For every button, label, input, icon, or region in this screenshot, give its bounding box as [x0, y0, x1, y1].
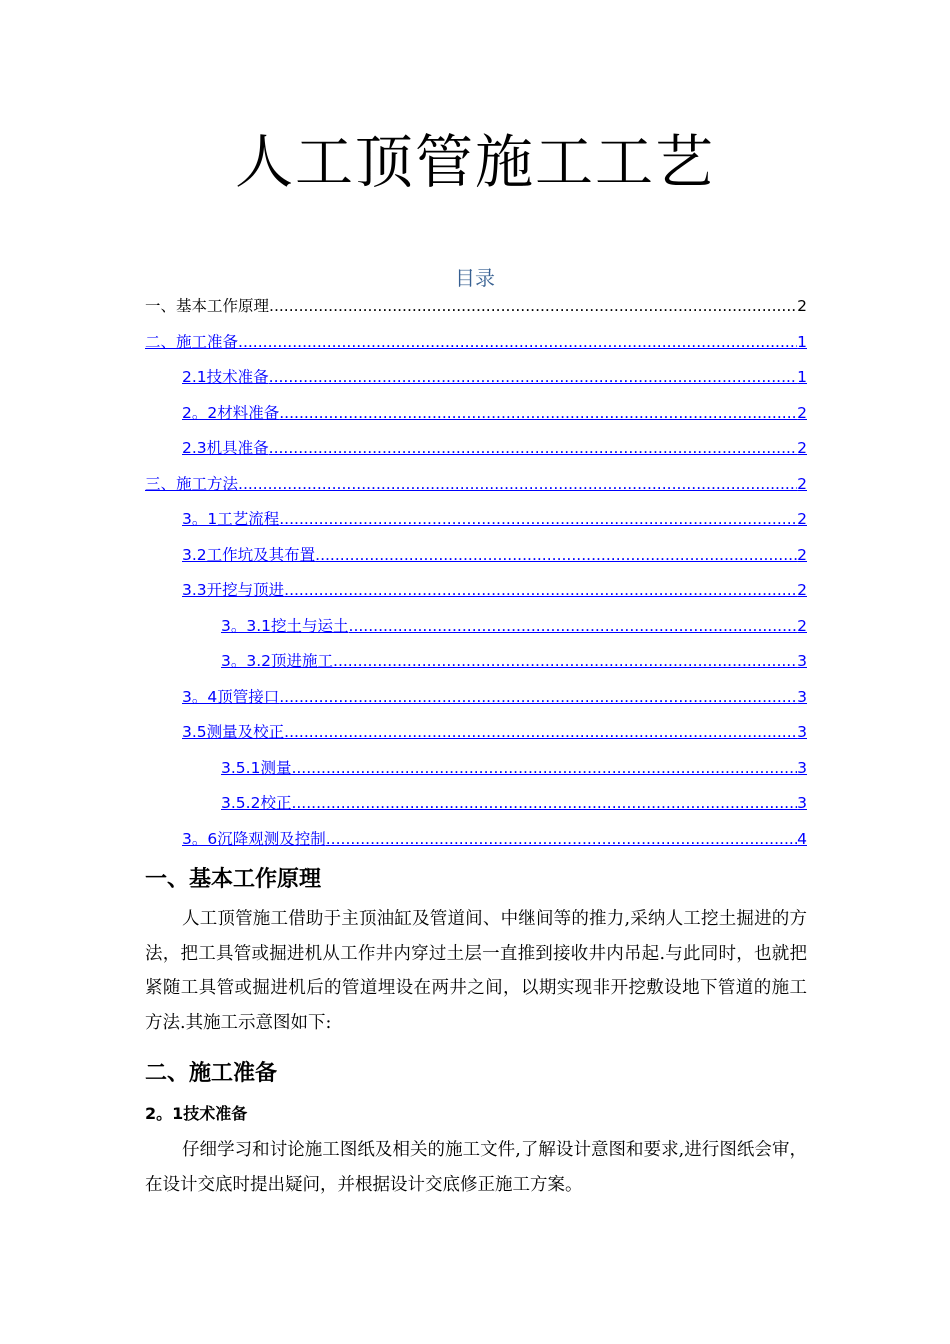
toc-entry-label: 3.5.1测量 [221, 758, 292, 777]
toc-link-technical-prep[interactable] [145, 363, 807, 399]
section-paragraph-basic-principle: 人工顶管施工借助于主顶油缸及管道间、中继间等的推力,采纳人工挖土掘进的方法，把工具管或掘进机从工作井内穿过土层一直推到接收井内吊起.与此同时，也就把紧随工具管或掘进机后的管道埋设在两井之间，以期实现非开挖敷设地下管道的施工方法.其施工示意图如下: [145, 909, 807, 1033]
toc-leader-dots [284, 576, 797, 604]
toc-link-digging-transport[interactable] [145, 612, 807, 648]
toc-page-number: 2 [797, 297, 807, 315]
toc-entry-label: 2.1技术准备 [182, 368, 269, 386]
toc-link-survey-correction[interactable] [145, 718, 807, 754]
section-heading-basic-principle: 一、基本工作原理 [145, 867, 322, 892]
toc-leader-dots [238, 470, 797, 498]
toc-entry-label: 三、施工方法 [145, 474, 239, 493]
toc-link-material-prep[interactable] [145, 399, 807, 435]
toc-page-number: 1 [797, 332, 807, 351]
toc-entry-label: 3。6沉降观测及控制 [182, 829, 326, 848]
toc-page-number: 3 [797, 723, 807, 741]
toc-link-equipment-prep[interactable] [145, 434, 807, 470]
toc-page-number: 3 [797, 794, 807, 812]
toc-leader-dots [349, 612, 798, 640]
toc-leader-dots [326, 825, 797, 853]
toc-leader-dots [315, 541, 797, 569]
toc-entry-label: 3.5.2校正 [221, 794, 292, 812]
toc-link-excavation-jacking[interactable] [145, 576, 807, 612]
toc-page-number: 1 [797, 368, 807, 386]
toc-entry-label: 2.3机具准备 [182, 439, 269, 457]
toc-entry-label: 3.3开挖与顶进 [182, 581, 285, 599]
toc-link-survey[interactable] [145, 754, 807, 790]
toc-page-number: 2 [797, 474, 807, 493]
toc-leader-dots [238, 328, 797, 356]
toc-page-number: 3 [797, 758, 807, 777]
toc-link-process-flow[interactable] [145, 505, 807, 541]
toc-link-construction-prep[interactable] [145, 328, 807, 364]
toc-link-jacking-construction[interactable] [145, 647, 807, 683]
toc-page-number: 2 [797, 616, 807, 635]
toc-leader-dots [291, 754, 797, 782]
toc-entry-label: 3。4顶管接口 [182, 687, 280, 706]
toc-page-number: 3 [797, 687, 807, 706]
section-heading-construction-prep: 二、施工准备 [145, 1061, 278, 1086]
toc-entry-label: 3。3.2顶进施工 [221, 652, 334, 670]
toc-link-pipe-joint[interactable] [145, 683, 807, 719]
toc-entry-label: 3.2工作坑及其布置 [182, 545, 316, 564]
subsection-paragraph-technical-prep: 仔细学习和讨论施工图纸及相关的施工文件,了解设计意图和要求,进行图纸会审，在设计交底时提出疑问，并根据设计交底修正施工方案。 [145, 1140, 807, 1195]
toc-leader-dots [269, 434, 797, 462]
toc-page-number: 2 [797, 439, 807, 457]
toc-page-number: 2 [797, 545, 807, 564]
toc-page-number: 4 [797, 829, 807, 848]
toc-link-settlement-monitoring[interactable] [145, 825, 807, 861]
toc-leader-dots [333, 647, 797, 675]
toc-leader-dots [284, 718, 797, 746]
toc-entry-label: 二、施工准备 [145, 332, 239, 351]
toc-entry-label: 一、基本工作原理 [145, 297, 270, 315]
toc-leader-dots [279, 683, 797, 711]
document-title: 人工顶管施工工艺 [234, 128, 715, 196]
toc-leader-dots [269, 292, 797, 320]
toc-entry-label: 3。3.1挖土与运土 [221, 616, 349, 635]
toc-heading: 目录 [455, 266, 495, 290]
toc-page-number: 2 [797, 581, 807, 599]
toc-page-number: 3 [797, 652, 807, 670]
toc-leader-dots [291, 789, 797, 817]
toc-link-correction[interactable] [145, 789, 807, 825]
subsection-heading-technical-prep: 2。1技术准备 [145, 1104, 248, 1123]
toc-link-construction-method[interactable] [145, 470, 807, 506]
toc-entry-label: 2。2材料准备 [182, 403, 280, 422]
toc-leader-dots [269, 363, 797, 391]
toc-entry-basic-principle[interactable] [145, 292, 807, 328]
toc-entry-label: 3。1工艺流程 [182, 510, 280, 528]
toc-page-number: 2 [797, 510, 807, 528]
toc-link-work-pit[interactable] [145, 541, 807, 577]
toc-leader-dots [279, 399, 797, 427]
toc-leader-dots [279, 505, 797, 533]
toc-entry-label: 3.5测量及校正 [182, 723, 285, 741]
toc-page-number: 2 [797, 403, 807, 422]
table-of-contents [145, 292, 807, 860]
